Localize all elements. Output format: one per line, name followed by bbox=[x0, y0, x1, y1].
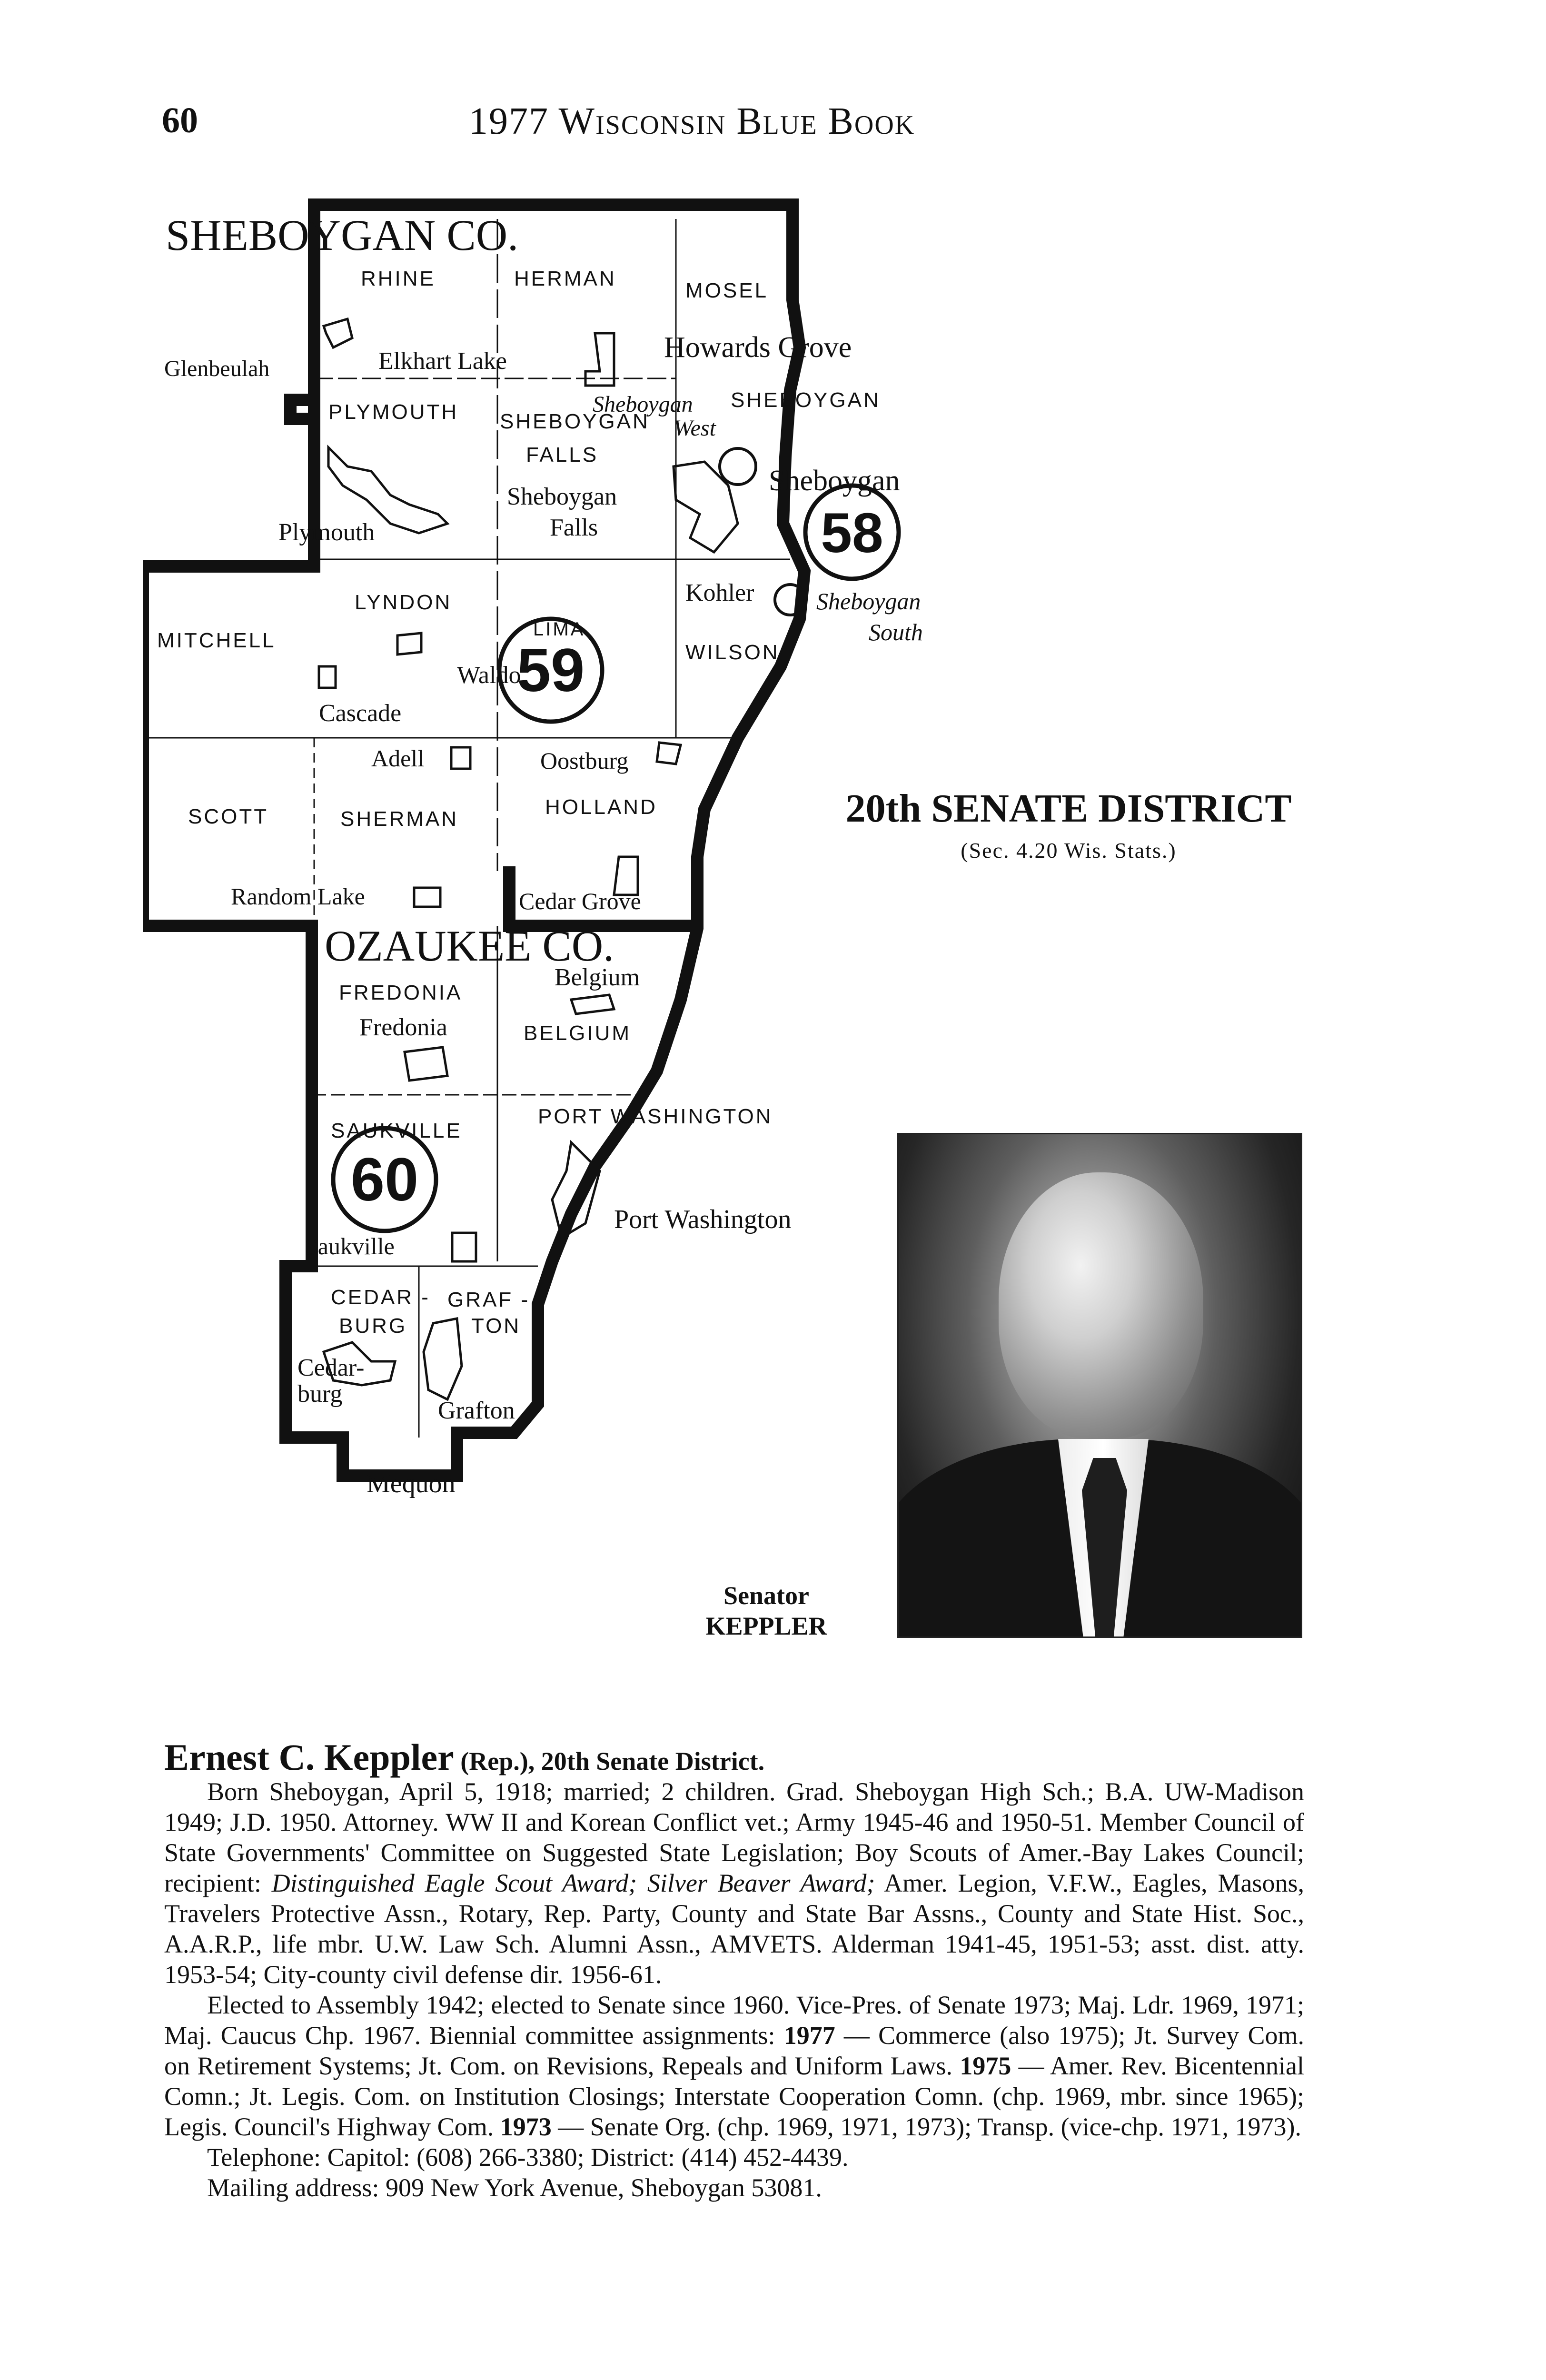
town-fredonia: FREDONIA bbox=[339, 981, 463, 1004]
town-cedarburg-line2: BURG bbox=[339, 1314, 407, 1338]
biography bbox=[164, 1736, 1305, 2203]
place-sheboygan-falls-line1: Sheboygan bbox=[507, 483, 617, 510]
town-saukville: SAUKVILLE bbox=[331, 1119, 462, 1142]
place-saukville: Saukville bbox=[305, 1233, 395, 1259]
bio-year-1975: 1975 bbox=[960, 2052, 1011, 2080]
district-subtitle: (Sec. 4.20 Wis. Stats.) bbox=[961, 838, 1177, 863]
district-title: 20th SENATE DISTRICT bbox=[845, 786, 1292, 831]
county-label-sheboygan: SHEBOYGAN CO. bbox=[166, 211, 519, 259]
bio-mailing-address: Mailing address: 909 New York Avenue, Sheboygan 53081. bbox=[207, 2173, 822, 2202]
district-number-60: 60 bbox=[350, 1146, 419, 1214]
place-sheboygan-south-line1: Sheboygan bbox=[816, 588, 921, 615]
place-plymouth: Plymouth bbox=[278, 519, 375, 546]
place-cedarburg-line2: burg bbox=[297, 1380, 343, 1408]
place-port-washington: Port Washington bbox=[614, 1205, 792, 1234]
county-label-ozaukee: OZAUKEE CO. bbox=[325, 922, 614, 970]
place-random-lake: Random Lake bbox=[231, 883, 365, 910]
bio-p1-text-cont: Amer. Legion, V.F.W., Eagles, Masons, Travelers Protective Assn., Rotary, Rep. Party, County and State Bar Assns., County and State Hist. Soc., A.A.R.P., life mbr. U.W. Law Sch. Alumni Assn., AMVETS. Alderman 1941-45, 1951-53; asst. dist. atty. 1953-54; City-county civil defense dir. 1956-61. bbox=[164, 1869, 1304, 1989]
town-mosel: MOSEL bbox=[685, 279, 769, 302]
page-number: 60 bbox=[162, 100, 198, 140]
place-howards-grove: Howards Grove bbox=[664, 331, 852, 364]
town-holland: HOLLAND bbox=[545, 795, 657, 819]
sheboygan-west-marker bbox=[720, 448, 756, 485]
place-sheboygan-west-line2: West bbox=[674, 416, 716, 441]
place-adell: Adell bbox=[371, 745, 425, 772]
town-plymouth: PLYMOUTH bbox=[328, 400, 459, 424]
town-mitchell: MITCHELL bbox=[157, 629, 276, 652]
place-sheboygan-south-line2: South bbox=[869, 619, 923, 645]
place-elkhart-lake: Elkhart Lake bbox=[378, 347, 507, 375]
town-sheboygan: SHEBOYGAN bbox=[731, 388, 881, 412]
bio-p2-text-d: — Senate Org. (chp. 1969, 1971, 1973); Transp. (vice-chp. 1971, 1973). bbox=[551, 2112, 1302, 2141]
place-waldo: Waldo bbox=[457, 662, 521, 689]
town-sherman: SHERMAN bbox=[340, 807, 459, 831]
town-sheboygan-falls-line2: FALLS bbox=[526, 443, 599, 466]
district-number-58: 58 bbox=[821, 502, 883, 565]
town-lyndon: LYNDON bbox=[355, 591, 452, 614]
bio-year-1973: 1973 bbox=[500, 2112, 552, 2141]
bio-paragraph-1 bbox=[164, 1776, 1304, 1990]
place-sheboygan-falls-line2: Falls bbox=[550, 514, 598, 541]
bio-year-1977: 1977 bbox=[783, 2021, 835, 2050]
senator-name: Ernest C. Keppler bbox=[164, 1736, 454, 1778]
town-rhine: RHINE bbox=[361, 267, 436, 290]
place-grafton: Grafton bbox=[438, 1397, 515, 1424]
place-cascade: Cascade bbox=[319, 700, 402, 727]
place-cedar-grove: Cedar Grove bbox=[519, 888, 641, 914]
place-belgium: Belgium bbox=[555, 964, 640, 991]
place-glenbeulah: Glenbeulah bbox=[164, 356, 270, 381]
town-lines bbox=[143, 219, 790, 1438]
place-mequon: Mequon bbox=[367, 1469, 456, 1498]
bio-p1-text: Born Sheboygan, April 5, 1918; married; 2 children. Grad. Sheboygan High Sch.; B.A. UW-Madison 1949; J.D. 1950. Attorney. WW II and Korean Conflict vet.; Army 1945-46 and 1950-51. Member Council of State Governments' Committee on Suggested State Legislation; Boy Scouts of Amer.-Bay Lakes Council; recipient: bbox=[164, 1777, 1304, 1897]
town-belgium: BELGIUM bbox=[524, 1021, 632, 1045]
place-cedarburg-line1: Cedar- bbox=[297, 1354, 365, 1381]
bio-p2-text-b: — Commerce (also 1975); Jt. Survey Com. on Retirement Systems; Jt. Com. on Revisions, Repeals and Uniform Laws. bbox=[164, 2021, 1304, 2080]
bio-heading bbox=[164, 1736, 1304, 1778]
town-port-washington: PORT WASHINGTON bbox=[538, 1105, 773, 1128]
bio-telephone: Telephone: Capitol: (608) 266-3380; District: (414) 452-4439. bbox=[207, 2143, 849, 2172]
bio-awards: Distinguished Eagle Scout Award; Silver Beaver Award; bbox=[271, 1869, 875, 1897]
caption-line1: Senator bbox=[723, 1581, 809, 1610]
senator-portrait bbox=[897, 1133, 1302, 1638]
town-lima: LIMA bbox=[533, 619, 585, 640]
town-wilson: WILSON bbox=[685, 641, 780, 664]
district-boundary bbox=[143, 205, 804, 1476]
senator-party-district: (Rep.), 20th Senate District. bbox=[454, 1747, 765, 1775]
place-oostburg: Oostburg bbox=[540, 747, 629, 774]
photo-caption bbox=[657, 1580, 876, 1641]
place-kohler: Kohler bbox=[685, 579, 754, 606]
bio-p2-text: Elected to Assembly 1942; elected to Senate since 1960. Vice-Pres. of Senate 1973; Maj. Ldr. 1969, 1971; Maj. Caucus Chp. 1967. Biennial committee assignments: bbox=[164, 1991, 1304, 2050]
town-scott: SCOTT bbox=[188, 805, 269, 828]
town-grafton-line2: TON bbox=[471, 1314, 521, 1338]
caption-line2: KEPPLER bbox=[705, 1612, 827, 1640]
bio-paragraph-2 bbox=[164, 1990, 1304, 2142]
place-fredonia: Fredonia bbox=[359, 1014, 447, 1041]
place-sheboygan-west-line1: Sheboygan bbox=[593, 392, 693, 417]
town-cedarburg-line1: CEDAR - bbox=[331, 1286, 430, 1309]
district-number-59: 59 bbox=[516, 636, 585, 704]
bio-p2-text-c: — Amer. Rev. Bicentennial Comn.; Jt. Legis. Com. on Institution Closings; Interstate Cooperation Comn. (chp. 1969, mbr. since 1965); Legis. Council's Highway Com. bbox=[164, 2052, 1305, 2141]
running-title: 1977 Wisconsin Blue Book bbox=[469, 100, 915, 142]
place-sheboygan: Sheboygan bbox=[769, 465, 900, 497]
town-sheboygan-falls-line1: SHEBOYGAN bbox=[500, 410, 650, 433]
town-herman: HERMAN bbox=[514, 267, 616, 290]
town-grafton-line1: GRAF - bbox=[447, 1288, 530, 1311]
